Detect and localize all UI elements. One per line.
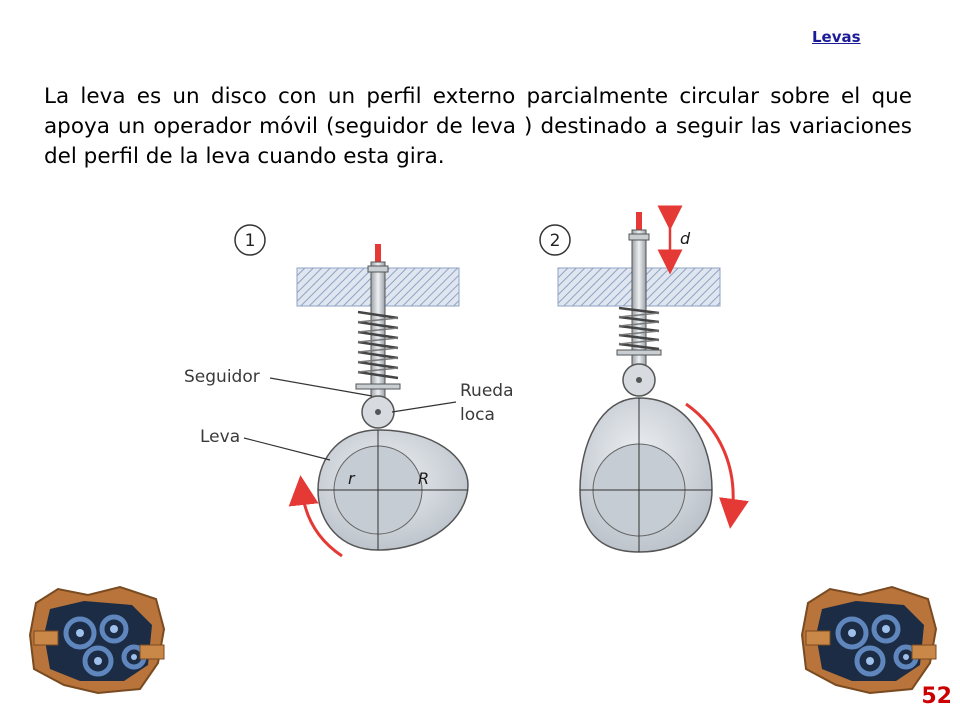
panel-2-number: 2 bbox=[549, 231, 561, 251]
cam-diagram bbox=[160, 200, 780, 570]
label-R: R bbox=[418, 469, 430, 488]
gears-wall-icon bbox=[800, 585, 940, 695]
section-title: Levas bbox=[812, 28, 861, 46]
panel-1 bbox=[184, 225, 514, 556]
label-r: r bbox=[348, 469, 355, 488]
panel-1-rod-tip bbox=[375, 244, 381, 262]
page-number: 52 bbox=[921, 684, 952, 709]
panel-2-rod-tip bbox=[636, 212, 642, 232]
label-loca: loca bbox=[460, 405, 495, 425]
label-rueda: Rueda bbox=[460, 381, 514, 401]
label-d: d bbox=[680, 229, 691, 248]
panel-2-follower-rod bbox=[632, 230, 646, 380]
intro-paragraph: La leva es un disco con un perfil externo parcialmente circular sobre el que apoya un operador móvil (seguidor de leva ) destinado a seguir las variaciones del perfil de la leva cuando esta gira. bbox=[44, 84, 912, 169]
leader-rueda bbox=[392, 402, 456, 412]
panel-2 bbox=[540, 212, 733, 552]
label-leva: Leva bbox=[200, 427, 241, 447]
label-seguidor: Seguidor bbox=[184, 367, 260, 387]
leader-leva bbox=[244, 438, 330, 460]
panel-1-number: 1 bbox=[244, 231, 256, 251]
gears-wall-icon bbox=[28, 585, 168, 695]
